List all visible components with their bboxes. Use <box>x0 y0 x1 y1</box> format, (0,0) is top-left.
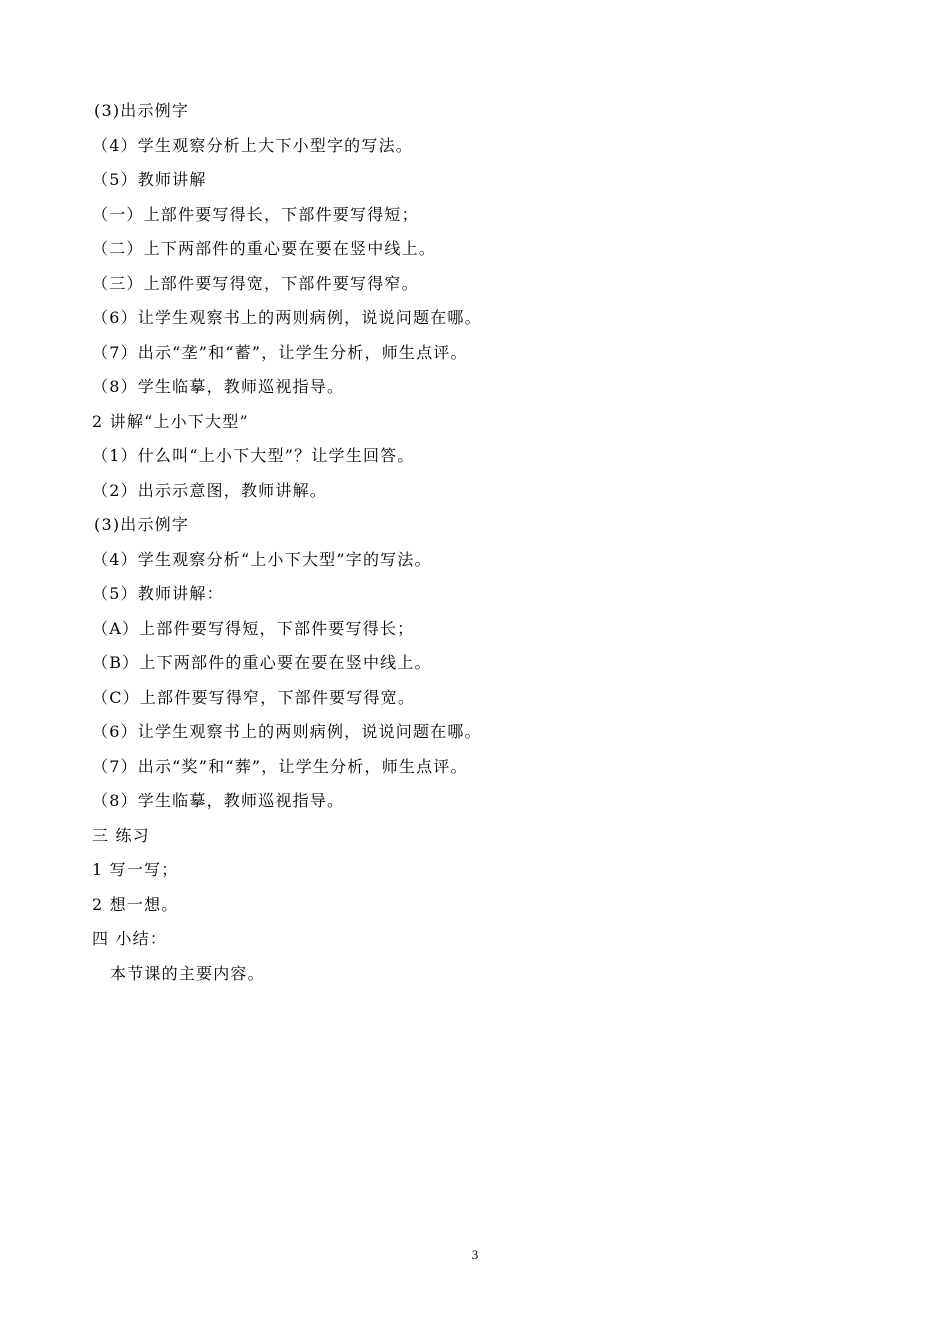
text-line: 1 写一写； <box>92 860 179 879</box>
section-heading: 三 练习 <box>92 825 150 845</box>
text-line: （C）上部件要写得窄，下部件要写得宽。 <box>92 687 416 707</box>
text-line: （8）学生临摹，教师巡视指导。 <box>92 791 345 810</box>
text-line: (3)出示例字 <box>94 101 190 120</box>
text-line: （5）教师讲解： <box>92 584 224 603</box>
text-line: （4）学生观察分析上大下小型字的写法。 <box>92 135 413 155</box>
text-line: （6）让学生观察书上的两则病例，说说问题在哪。 <box>92 722 482 741</box>
text-line: 本节课的主要内容。 <box>110 963 265 983</box>
text-line: （5）教师讲解 <box>92 170 207 189</box>
text-line: (3)出示例字 <box>94 515 190 534</box>
text-line: （一）上部件要写得长，下部件要写得短； <box>92 204 419 224</box>
text-line: （三）上部件要写得宽，下部件要写得窄。 <box>92 273 419 293</box>
text-line: （7）出示“垄”和“蓄”，让学生分析，师生点评。 <box>92 342 468 362</box>
text-line: （7）出示“奖”和“葬”，让学生分析，师生点评。 <box>92 756 468 776</box>
text-line: 2 想一想。 <box>92 894 179 914</box>
text-line: （A）上部件要写得短，下部件要写得长； <box>92 618 415 638</box>
text-line: （B）上下两部件的重心要在要在竖中线上。 <box>92 653 432 672</box>
text-line: （1）什么叫“上小下大型”？让学生回答。 <box>92 446 415 465</box>
text-line: （二）上下两部件的重心要在要在竖中线上。 <box>92 239 437 258</box>
page-number: 3 <box>471 1247 479 1262</box>
text-line: （6）让学生观察书上的两则病例，说说问题在哪。 <box>92 308 482 327</box>
text-line: （2）出示示意图，教师讲解。 <box>92 480 327 500</box>
text-line: （8）学生临摹，教师巡视指导。 <box>92 377 345 396</box>
section-heading: 四 小结： <box>92 929 168 948</box>
text-line: （4）学生观察分析“上小下大型”字的写法。 <box>92 549 432 569</box>
lesson-plan-body <box>92 94 872 991</box>
section-heading: 2 讲解“上小下大型” <box>92 411 249 431</box>
